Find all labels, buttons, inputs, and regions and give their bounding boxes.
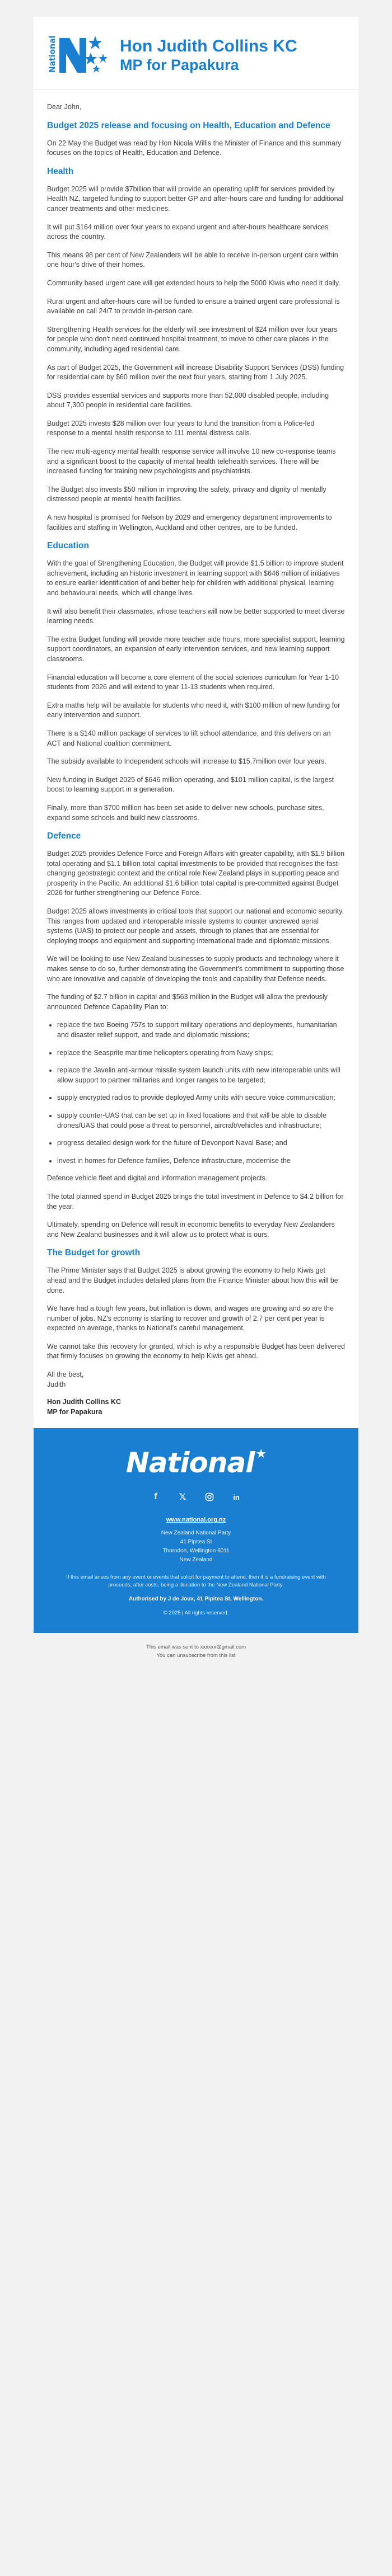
education-paragraph: It will also benefit their classmates, whose teachers will now be better supported to meet diverse learning needs. xyxy=(47,607,345,625)
health-paragraph: Rural urgent and after-hours care will be funded to ensure a trained urgent care professional is available on call 24/7 to provide in-person care. xyxy=(47,297,340,315)
health-paragraph: It will put $164 million over four years to expand urgent and after-hours healthcare services across the country. xyxy=(47,223,329,241)
health-paragraph: Strengthening Health services for the elderly will see investment of $24 million over four years for people who don't need continued hospital treatment, to move to other care places in the community, including aged residential care. xyxy=(47,325,338,353)
defence-paragraph: Defence vehicle fleet and digital and information management projects. xyxy=(47,1174,268,1183)
email-header xyxy=(34,17,358,90)
list-item: • supply encrypted radios to provide deployed Army units with secure voice communication; xyxy=(57,1093,345,1103)
fundraising-note: If this email arises from any event or events that solicit for payment to attend, then it is a fundraising event with proceeds, after costs, being a donation to the New Zealand National Party. xyxy=(66,1574,326,1589)
linkedin-icon[interactable]: in xyxy=(233,1492,240,1501)
email-body xyxy=(34,90,358,1428)
signature-role: MP for Papakura xyxy=(47,1407,102,1416)
website-link[interactable]: www.national.org.nz xyxy=(166,1517,226,1524)
health-paragraph: DSS provides essential services and supports more than 52,000 disabled people, including about 7,300 people in residential care facilities. xyxy=(47,391,329,409)
address-line: New Zealand xyxy=(179,1557,213,1564)
defence-section-intro xyxy=(47,849,345,1012)
growth-section xyxy=(47,1266,345,1362)
health-section xyxy=(47,185,345,533)
education-heading: Education xyxy=(47,541,89,551)
health-paragraph: The Budget also invests $50 million in improving the safety, privacy and dignity of mentally distressed people at mental health facilities. xyxy=(47,485,326,503)
bottom-bar xyxy=(0,1633,392,1676)
copyright: © 2025 | All rights reserved. xyxy=(163,1610,229,1617)
growth-paragraph: We have had a tough few years, but inflation is down, and wages are growing and so are the number of jobs. NZ's economy is starting to recover and growth of 2.7 per cent per year is expected on average, thanks to National's careful management. xyxy=(47,1305,334,1332)
social-links xyxy=(50,1491,342,1503)
defence-capability-list xyxy=(47,1020,345,1166)
health-paragraph: Budget 2025 invests $28 million over four years to fund the transition from a Police-led response to a mental health response to 111 mental distress calls. xyxy=(47,419,315,437)
list-item: • replace the Seasprite maritime helicopters operating from Navy ships; xyxy=(57,1048,345,1058)
x-icon[interactable]: 𝕏 xyxy=(179,1492,186,1503)
address-line: 41 Pipitea St xyxy=(180,1539,212,1546)
list-item: • supply counter-UAS that can be set up in fixed locations and that will be able to disable drones/UAS that could pose a threat to personnel, aircraft/vehicles and infrastructure; xyxy=(57,1111,345,1131)
address-line: Thorndon, Wellington 6011 xyxy=(162,1548,230,1555)
signature xyxy=(47,1370,345,1417)
footer-logo-text: National xyxy=(125,1447,255,1480)
newsletter-title: Budget 2025 release and focusing on Health, Education and Defence xyxy=(47,120,330,130)
logo-vertical-text: National xyxy=(48,35,57,73)
address-line: New Zealand National Party xyxy=(161,1530,231,1537)
education-paragraph: Finally, more than $700 million has been set aside to deliver new schools, purchase sites, expand some schools and build new classrooms. xyxy=(47,803,324,822)
mp-electorate: MP for Papakura xyxy=(120,56,239,73)
intro-paragraph: On 22 May the Budget was read by Hon Nicola Willis the Minister of Finance and this summary focuses on the topics of Health, Education and Defence. xyxy=(47,139,342,157)
growth-heading: The Budget for growth xyxy=(47,1248,141,1258)
education-paragraph: There is a $140 million package of services to lift school attendance, and this delivers on an ACT and National coalition commitment. xyxy=(47,729,331,747)
defence-paragraph: Budget 2025 provides Defence Force and Foreign Affairs with greater capability, with $1.9 billion total operating and $1.1 billion total capital investments to be provided that recognises the fast-changing geostrategic context and the critical role New Zealand plays in supporting peace and prosperity in the Pacific. An additional $1.6 billion total capital is pre-committed against Budget 2026 for further strengthening our Defence Force. xyxy=(47,850,345,897)
list-item: • replace the Javelin anti-armour missile system launch units with new interoperable units will allow support to partner militaries and longer ranges to be targeted; xyxy=(57,1066,345,1085)
defence-heading: Defence xyxy=(47,831,81,841)
national-star-icon xyxy=(47,34,114,77)
signature-name: Hon Judith Collins KC xyxy=(47,1398,121,1406)
defence-paragraph: Budget 2025 allows investments in critical tools that support our national and economic security. This ranges from updated and interoperable missile systems to counter uncrewed aerial systems (UAS) to protect our people and assets, through to planes that are essential for deploying troops and equipment and supporting international trade and diplomatic missions. xyxy=(47,907,344,945)
list-item: • progress detailed design work for the future of Devonport Naval Base; and xyxy=(57,1138,345,1148)
health-paragraph: The new multi-agency mental health response service will involve 10 new co-response teams and a significant boost to the capacity of mental health telehealth services. There will be increased funding for training new psychologists and psychiatrists. xyxy=(47,448,336,475)
greeting: Dear John, xyxy=(47,103,82,111)
mp-name: Hon Judith Collins KC xyxy=(120,37,297,55)
star-icon: ★ xyxy=(255,1447,267,1462)
education-paragraph: The subsidy available to Independent schools will increase to $15.7million over four years. xyxy=(47,757,326,766)
health-paragraph: A new hospital is promised for Nelson by 2029 and emergency department improvements to facilities and staffing in Wellington, Auckland and other centres, are to be funded. xyxy=(47,514,332,531)
growth-paragraph: The Prime Minister says that Budget 2025 is about growing the economy to help Kiwis get ahead and the Budget includes detailed plans from the Finance Minister about how this will be done. xyxy=(47,1266,338,1294)
education-paragraph: With the goal of Strengthening Education, the Budget will provide $1.5 billion to improve student achievement, including an historic investment in learning support with $646 million of initiatives to ensure earlier identification of and better help for children with additional physical, learning and behavioural needs, which will change lives. xyxy=(47,559,344,597)
list-item: • invest in homes for Defence families, Defence infrastructure, modernise the xyxy=(57,1156,345,1166)
growth-paragraph: We cannot take this recovery for granted, which is why a responsible Budget has been delivered that firmly focuses on growing the economy to help Kiwis get ahead. xyxy=(47,1342,346,1360)
closing: All the best, xyxy=(47,1371,84,1379)
email-footer xyxy=(34,1428,358,1633)
education-section xyxy=(47,559,345,823)
national-logo xyxy=(47,34,114,77)
header-text xyxy=(120,37,297,74)
instagram-icon[interactable] xyxy=(203,1491,216,1503)
defence-section-outro xyxy=(47,1174,345,1240)
authorisation-statement: Authorised by J de Joux, 41 Pipitea St, Wellington. xyxy=(128,1596,264,1603)
health-paragraph: Budget 2025 will provide $7billion that will provide an operating uplift for services provided by Health NZ, targeted funding to support better GP and after-hours care and funding for additional cancer treatments and other medicines. xyxy=(47,185,344,213)
health-paragraph: As part of Budget 2025, the Government will increase Disability Support Services (DSS) funding for residential care by $60 million over the next four years, starting from 1 July 2025. xyxy=(47,363,344,382)
defence-paragraph: The funding of $2.7 billion in capital and $563 million in the Budget will allow the previously announced Defence Capability Plan to: xyxy=(47,993,328,1011)
first-name: Judith xyxy=(47,1380,66,1388)
health-paragraph: Community based urgent care will get extended hours to help the 5000 Kiwis who need it daily. xyxy=(47,279,340,287)
unsubscribe-link[interactable]: You can unsubscribe from this list xyxy=(156,1652,236,1659)
email-container xyxy=(34,17,358,1633)
education-paragraph: Extra maths help will be available for students who need it, with $100 million of new funding for early intervention and support. xyxy=(47,701,340,719)
defence-paragraph: We will be looking to use New Zealand businesses to supply products and technology where it makes sense to do so, further demonstrating the Government's commitment to supporting those who are innovative and capable of developing the tools and capability that Defence needs. xyxy=(47,955,344,983)
list-item: • replace the two Boeing 757s to support military operations and deployments, humanitarian and disaster relief support, and trade and diplomatic missions; xyxy=(57,1020,345,1040)
footer-logo xyxy=(126,1447,266,1478)
education-paragraph: The extra Budget funding will provide more teacher aide hours, more specialist support, learning support coordinators, an expansion of early intervention services, and new learning support classrooms. xyxy=(47,635,345,663)
education-paragraph: Financial education will become a core element of the social sciences curriculum for Year 1-10 students from 2026 and will extend to year 11-13 students when required. xyxy=(47,673,339,691)
footer-address xyxy=(50,1529,342,1565)
health-paragraph: This means 98 per cent of New Zealanders will be able to receive in-person urgent care within one hour's drive of their homes. xyxy=(47,251,338,269)
health-heading: Health xyxy=(47,166,74,176)
education-paragraph: New funding in Budget 2025 of $646 million operating, and $101 million capital, is the largest boost to learning support in a generation. xyxy=(47,775,334,794)
defence-paragraph: Ultimately, spending on Defence will result in economic benefits to everyday New Zealanders and New Zealand businesses and it will allow us to protect what is ours. xyxy=(47,1221,335,1238)
sent-to-line: This email was sent to xxxxxx@gmail.com xyxy=(146,1644,246,1651)
defence-paragraph: The total planned spend in Budget 2025 brings the total investment in Defence to $4.2 billion for the year. xyxy=(47,1192,344,1211)
facebook-icon[interactable]: f xyxy=(154,1492,157,1502)
